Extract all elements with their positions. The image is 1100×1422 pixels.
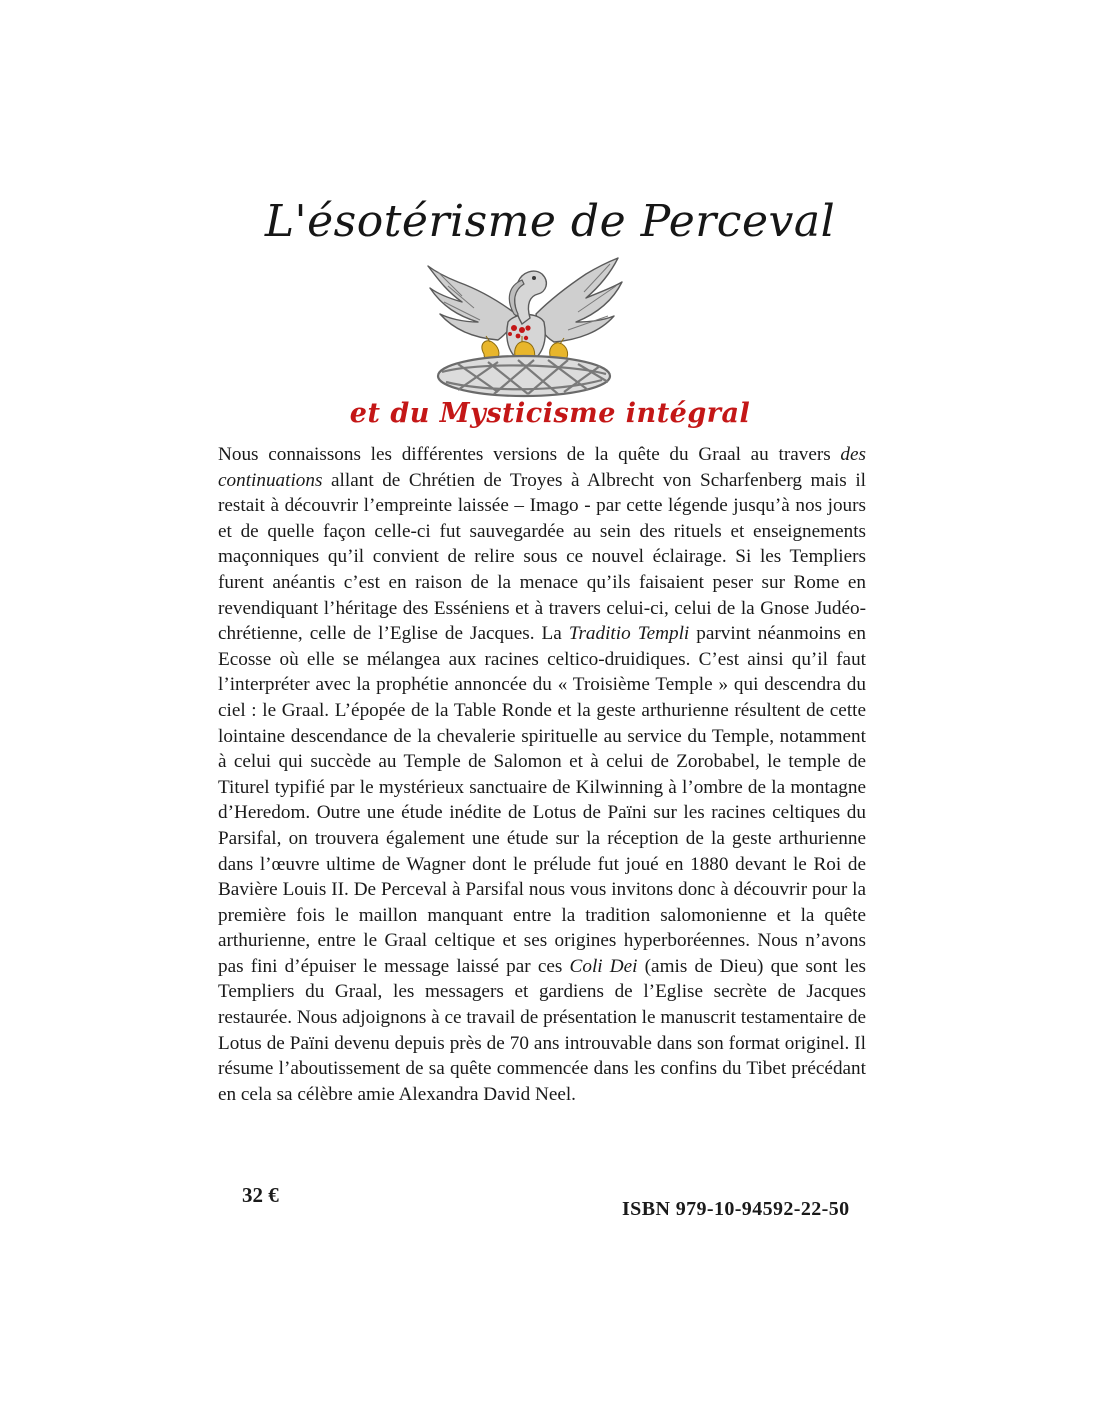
isbn-label: ISBN 979-10-94592-22-50 <box>622 1198 850 1220</box>
book-subtitle: et du Mysticisme intégral <box>349 398 751 429</box>
back-cover-blurb <box>218 442 866 1107</box>
blurb-paragraph <box>218 442 866 1107</box>
blurb-italic: Coli Dei <box>569 955 638 977</box>
blurb-italic: des continuations <box>218 444 866 491</box>
price-label: 32 € <box>242 1183 279 1207</box>
book-title: L'ésotérisme de Perceval <box>264 196 836 247</box>
blurb-text: allant de Chrétien de Troyes à Albrecht von Scharfenberg mais il restait à découvrir l’empreinte laissée – Imago - par cette légende jusqu’à nos jours et de quelle façon celle-ci fut sauvegardée au sein des rituels et enseignements maçonniques qu’il convient de relire sous ce nouvel éclairage. Si les Templiers furent anéantis c’est en raison de la menace qu’ils faisaient peser sur Rome en revendiquant l’héritage des Esséniens et à travers celui-ci, celui de la Gnose Judéo-chrétienne, celle de l’Eglise de Jacques. La <box>218 469 866 645</box>
blurb-text: Nous connaissons les différentes versions de la quête du Graal au travers <box>218 444 841 465</box>
blurb-text: parvint néanmoins en Ecosse où elle se mélangea aux racines celtico-druidiques. C’est ainsi qu’il faut l’interpréter avec la prophétie annoncée du « Troisième Temple » qui descendra du ciel : le Graal. L’épopée de la Table Ronde et la geste arthurienne résultent de cette lointaine descendance de la chevalerie spirituelle au service du Temple, notamment à celui qui succède au Temple de Salomon et à celui de Zorobabel, le temple de Titurel typifié par le mystérieux sanctuaire de Kilwinning à l’ombre de la montagne d’Heredom. Outre une étude inédite de Lotus de Païni sur les racines celtiques du Parsifal, on trouvera également une étude sur la réception de la geste arthurienne dans l’œuvre ultime de Wagner dont le prélude fut joué en 1880 devant le Roi de Bavière Louis II. De Perceval à Parsifal nous vous invitons donc à découvrir pour la première fois le maillon manquant entre la tradition salomonienne et la quête arthurienne, entre le Graal celtique et ses origines hyperboréennes. Nous n’avons pas fini d’épuiser le message laissé par ces <box>218 623 866 977</box>
blurb-text: (amis de Dieu) que sont les Templiers du Graal, les messagers et gardiens de l’Eglise secrète de Jacques restaurée. Nous adjoignons à ce travail de présentation le manuscrit testamentaire de Lotus de Païni devenu depuis près de 70 ans introuvable dans son format originel. Il résume l’aboutissement de sa quête commencée dans les confins du Tibet précédant en cela sa célèbre amie Alexandra David Neel. <box>218 955 866 1105</box>
pelican-in-piety-icon <box>418 252 628 412</box>
blurb-italic: Traditio Templi <box>568 623 690 645</box>
